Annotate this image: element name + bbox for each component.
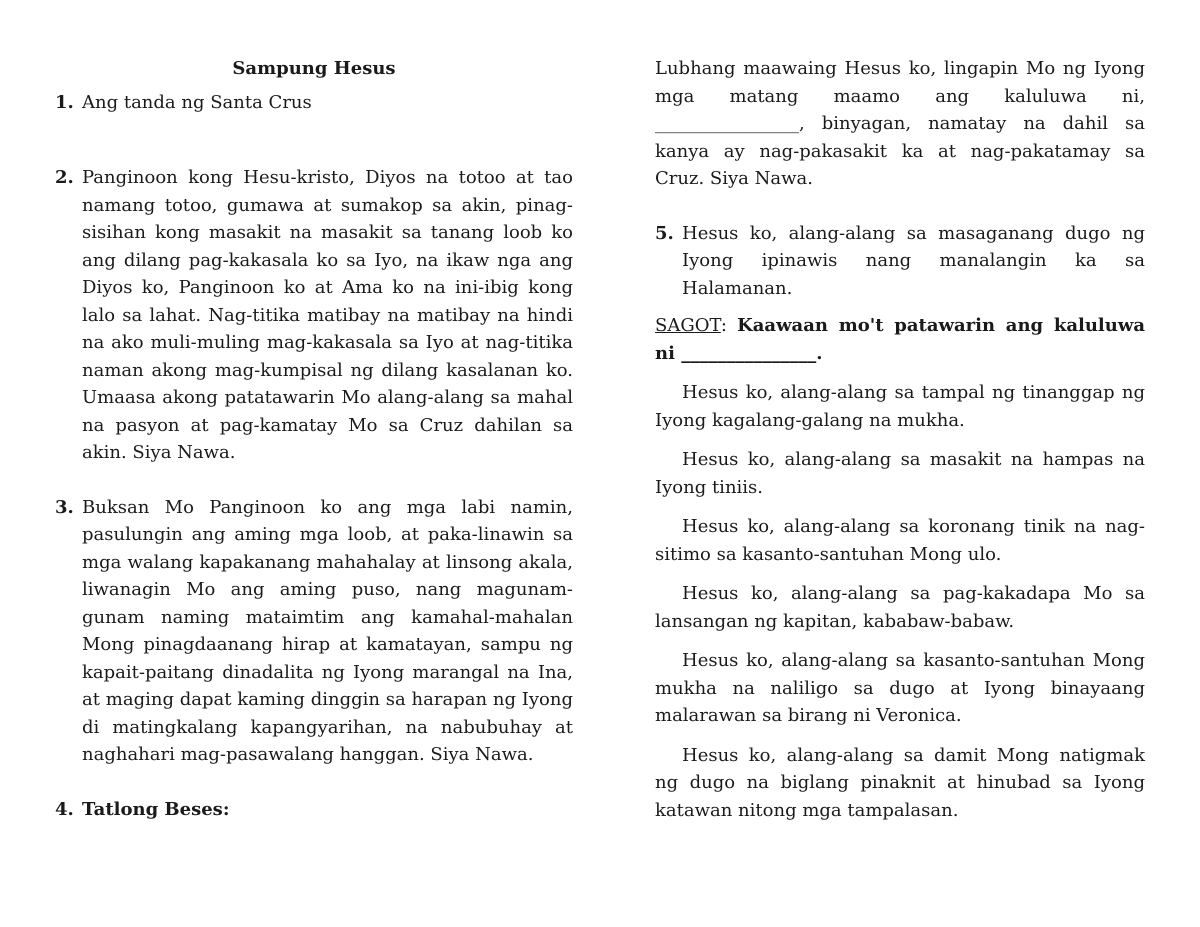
right-column — [655, 55, 1145, 836]
item-number: 2. — [55, 167, 74, 188]
item-text: Buksan Mo Panginoon ko ang mga labi namin, pasulungin ang aming mga loob, at paka-linawin sa mga walang kapakanang mahahalay at linsong akala, liwanagin Mo ang aming puso, nang magunam-gunam naming mataimtim ang kamahal-mahalan Mong pinagdaanang hirap at kamatayan, sampu ng kapait-paitang dinadalita ng Iyong marangal na Ina, at maging dapat kaming dinggin sa harapan ng Iyong di matingkalang kapangyarihan, na nabubuhay at naghahari mag-pasawalang hanggan. Siya Nawa. — [82, 496, 573, 765]
paragraph-3: Hesus ko, alang-alang sa koronang tinik na nag-sitimo sa kasanto-santuhan Mong ulo. — [655, 516, 1145, 565]
item-text: Ang tanda ng Santa Crus — [82, 91, 312, 113]
list-item-3 — [55, 494, 573, 769]
item-number: 1. — [55, 91, 74, 113]
item-number: 4. — [55, 798, 74, 820]
list-item-1 — [55, 89, 573, 117]
list-item-5 — [655, 220, 1145, 303]
paragraph-2: Hesus ko, alang-alang sa masakit na hampas na Iyong tiniis. — [655, 449, 1145, 498]
response-label: SAGOT — [655, 315, 721, 336]
left-column — [55, 55, 573, 823]
item-number: 3. — [55, 496, 74, 518]
list-item-2 — [55, 164, 573, 467]
paragraph-6: Hesus ko, alang-alang sa damit Mong natigmak ng dugo na biglang pinaknit at hinubad sa Iyong katawan nitong mga tampalasan. — [655, 744, 1145, 821]
paragraph-1: Hesus ko, alang-alang sa tampal ng tinanggap ng Iyong kagalang-galang na mukha. — [655, 382, 1145, 431]
response-line — [655, 312, 1145, 367]
intro-prayer: Lubhang maawaing Hesus ko, lingapin Mo ng Iyong mga matang maamo ang kaluluwa ni, ________________, binyagan, namatay na dahil sa kanya ay nag-pakasakit ka at nag-pakatamay sa Cruz. Siya Nawa. — [655, 58, 1145, 189]
paragraph-5: Hesus ko, alang-alang sa kasanto-santuhan Mong mukha na naliligo sa dugo at Iyong binayaang malarawan sa birang ni Veronica. — [655, 650, 1145, 726]
response-text: Kaawaan mo't patawarin ang kaluluwa ni _______________. — [655, 315, 1145, 364]
list-item-4 — [55, 796, 573, 824]
response-separator: : — [720, 315, 727, 336]
item-text: Panginoon kong Hesu-kristo, Diyos na totoo at tao namang totoo, gumawa at sumakop sa akin, pinag-sisihan kong masakit na masakit sa tanang loob ko ang dilang pag-kakasala ko sa Iyo, na ikaw nga ang Diyos ko, Panginoon ko at Ama ko na ini-ibig kong lalo sa lahat. Nag-titika matibay na matibay na hindi na ako muli-muling mag-kakasala sa Iyo at nag-titika naman akong mag-kumpisal ng dilang kasalanan ko. Umaasa akong patatawarin Mo alang-alang sa mahal na pasyon at pag-kamatay Mo sa Cruz dahilan sa akin. Siya Nawa. — [82, 167, 573, 463]
item-text: Hesus ko, alang-alang sa masaganang dugo ng Iyong ipinawis nang manalangin ka sa Halamanan. — [682, 222, 1145, 299]
item-number: 5. — [655, 222, 674, 244]
page-title: Sampung Hesus — [232, 58, 396, 79]
paragraph-4: Hesus ko, alang-alang sa pag-kakadapa Mo sa lansangan ng kapitan, kababaw-babaw. — [655, 583, 1145, 632]
item-heading: Tatlong Beses: — [82, 798, 230, 820]
